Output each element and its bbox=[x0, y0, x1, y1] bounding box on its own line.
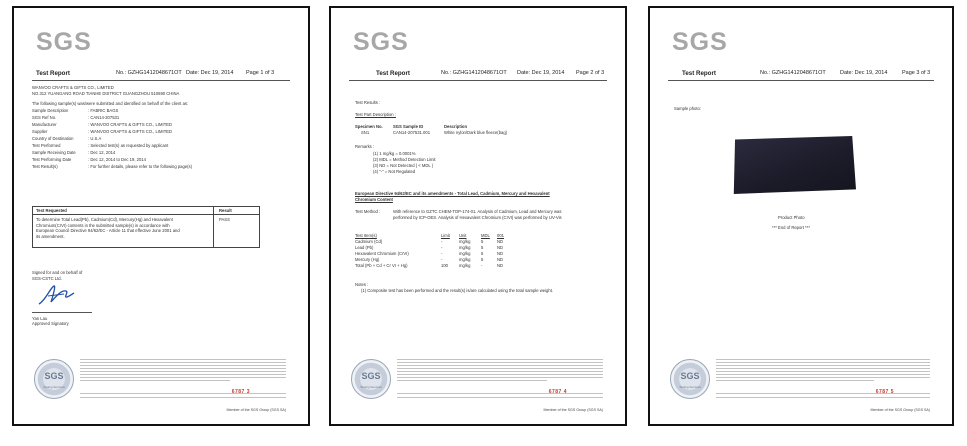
field-value: : Dec 12, 2014 bbox=[88, 150, 116, 155]
member-text: Member of the SGS Group (SGS SA) bbox=[870, 408, 930, 412]
fine-print bbox=[716, 365, 930, 366]
method-text: With reference to GZTC CHEM-TOP-174-01. Analysis of Cadmium, Lead and Mercury was bbox=[393, 209, 562, 214]
table-cell: mg/kg bbox=[459, 256, 471, 262]
report-date: Date: Dec 19, 2014 bbox=[186, 70, 234, 76]
table-cell: 5 bbox=[481, 244, 484, 250]
fine-print bbox=[397, 365, 603, 366]
table-cell: - bbox=[481, 262, 483, 268]
page-header bbox=[14, 70, 308, 80]
field-value: : WANVOO CRAFTS & GIFTS CO., LIMITED bbox=[88, 122, 173, 127]
photo-caption: Product Photo bbox=[778, 215, 805, 220]
column-header: MDL bbox=[481, 232, 490, 238]
report-number: No.: GZHG1412048671OT bbox=[760, 70, 826, 76]
fine-print bbox=[397, 393, 603, 394]
signed-text: Signed for and on behalf of bbox=[32, 270, 83, 275]
fine-print bbox=[80, 368, 286, 369]
spec-header: SGS Sample ID bbox=[393, 124, 424, 129]
client-address: NO.312 YUANGANG ROAD TIANHE DISTRICT GUANGZHOU 510690 CHINA bbox=[32, 91, 180, 96]
signed-org: SGS-CSTC Ltd. bbox=[32, 276, 62, 281]
signer-name: Yan Lau bbox=[32, 316, 48, 321]
report-title: Test Report bbox=[36, 70, 70, 77]
table-cell: Lead (Pb) bbox=[355, 244, 374, 250]
table-cell: 100 bbox=[441, 262, 448, 268]
field-value: : Selected test(s) as requested by applicant bbox=[88, 143, 169, 148]
report-page-1 bbox=[12, 6, 310, 426]
fine-print bbox=[397, 359, 603, 360]
fine-print bbox=[397, 362, 603, 363]
table-cell: - bbox=[441, 244, 443, 250]
sgs-seal-icon: SGS Testing Services bbox=[34, 359, 74, 399]
test-results-label: Test Results : bbox=[355, 100, 381, 105]
result-value: PASS bbox=[219, 217, 230, 222]
remarks-label: Remarks : bbox=[355, 144, 375, 149]
fine-print bbox=[397, 380, 547, 381]
table-cell: - bbox=[441, 256, 443, 262]
stamp-number: 6787 5 bbox=[875, 389, 894, 395]
remark-line: (3) ND = Not Detected ( < MDL ) bbox=[373, 163, 434, 168]
test-requested-line: Chromium(CrVI) contents in the submitted sample(s) in accordance with bbox=[36, 222, 170, 228]
report-page-3 bbox=[648, 6, 954, 426]
page-header bbox=[331, 70, 625, 80]
fine-print bbox=[80, 393, 286, 394]
method-label: Test Method : bbox=[355, 209, 381, 214]
field-value: : CAN14-207531 bbox=[88, 115, 120, 120]
spec-cell: SN1 bbox=[361, 130, 370, 135]
test-requested-line: European Council Directive 94/62/EC - Article 11 that effective June 2001 and bbox=[36, 228, 180, 233]
fine-print bbox=[80, 359, 286, 360]
table-cell: Total (Pb + Cd + Cr VI + Hg) bbox=[355, 262, 408, 268]
fine-print bbox=[716, 393, 930, 394]
section-title: European Directive 94/62/EC and its amendments - Total Lead, Cadmium, Mercury and Hexavalent bbox=[355, 191, 550, 196]
fine-print bbox=[397, 374, 603, 375]
fine-print bbox=[397, 397, 603, 398]
fine-print bbox=[397, 368, 603, 369]
test-requested-line: its amendment. bbox=[36, 233, 65, 239]
fine-print bbox=[716, 374, 930, 375]
field-value: : For further details, please refer to the following page(s) bbox=[88, 164, 193, 169]
method-text: performed by ICP-OES. Analysis of Hexavalent Chromium (CrVI) was performed by UV-Vis bbox=[393, 215, 562, 220]
fine-print bbox=[716, 371, 930, 372]
page-footer bbox=[32, 353, 290, 415]
column-header: 001 bbox=[497, 232, 504, 238]
report-title: Test Report bbox=[682, 70, 716, 77]
section-title: Chromium Content bbox=[355, 197, 393, 202]
table-cell: 5 bbox=[481, 256, 484, 262]
note-line: (1) Composite test has been performed and the result(s) is/are calculated using the total sample weight. bbox=[361, 288, 554, 293]
fine-print bbox=[80, 397, 286, 398]
test-requested-line: To determine Total Lead(Pb), Cadmium(Cd), Mercury(Hg) and Hexavalent bbox=[36, 217, 173, 222]
test-requested-table bbox=[32, 206, 260, 248]
sample-photo-label: Sample photo: bbox=[674, 106, 702, 111]
fine-print bbox=[80, 371, 286, 372]
sgs-seal-icon: SGS Testing Services bbox=[670, 359, 710, 399]
stamp-number: 6787 4 bbox=[548, 389, 567, 395]
page-number: Page 1 of 3 bbox=[246, 70, 275, 76]
stamp-number: 6787 3 bbox=[231, 389, 250, 395]
table-cell: Mercury (Hg) bbox=[355, 256, 380, 262]
fine-print bbox=[80, 380, 230, 381]
fine-print bbox=[716, 380, 874, 381]
table-cell: ND bbox=[497, 238, 504, 244]
sgs-seal-icon: SGS Testing Services bbox=[351, 359, 391, 399]
spec-header: Specimen No. bbox=[355, 124, 383, 129]
fine-print bbox=[716, 368, 930, 369]
table-cell: 5 bbox=[481, 238, 484, 244]
report-date: Date: Dec 19, 2014 bbox=[517, 70, 565, 76]
fine-print bbox=[716, 377, 930, 378]
sgs-logo: SGS bbox=[672, 28, 728, 56]
table-cell: ND bbox=[497, 262, 504, 268]
table-cell: ND bbox=[497, 250, 504, 256]
field-label: Test Performing Date bbox=[32, 157, 72, 162]
test-requested-header: Test Requested bbox=[36, 208, 67, 213]
fine-print bbox=[80, 377, 286, 378]
column-header: Limit bbox=[441, 232, 450, 238]
signature-line bbox=[32, 312, 92, 313]
spec-cell: White nylon/Dark blue fleece(bag) bbox=[444, 130, 508, 135]
remark-line: (2) MDL = Method Detection Limit bbox=[373, 157, 436, 162]
table-cell: mg/kg bbox=[459, 244, 471, 250]
field-label: Manufacturer bbox=[32, 122, 57, 127]
field-value: : Dec 12, 2014 to Dec 19, 2014 bbox=[88, 157, 146, 162]
fine-print bbox=[80, 374, 286, 375]
remark-line: (4) "-" = Not Regulated bbox=[373, 169, 416, 174]
header-divider bbox=[668, 80, 934, 81]
field-label: Test Performed bbox=[32, 143, 61, 148]
member-text: Member of the SGS Group (SGS SA) bbox=[543, 408, 603, 412]
header-divider bbox=[32, 80, 290, 81]
table-cell: ND bbox=[497, 244, 504, 250]
fine-print bbox=[716, 362, 930, 363]
sgs-logo: SGS bbox=[36, 28, 92, 56]
field-value: : WANVOO CRAFTS & GIFTS CO., LIMITED bbox=[88, 129, 173, 134]
page-footer bbox=[668, 353, 934, 415]
report-number: No.: GZHG1412048671OT bbox=[116, 70, 182, 76]
product-photo bbox=[730, 136, 856, 194]
page-number: Page 3 of 3 bbox=[902, 70, 931, 76]
field-label: Supplier bbox=[32, 129, 48, 134]
client-name: WANVOO CRAFTS & GIFTS CO., LIMITED bbox=[32, 85, 114, 90]
field-label: Country of Destination bbox=[32, 136, 74, 141]
field-label: Sample Description bbox=[32, 108, 69, 113]
page-header bbox=[650, 70, 952, 80]
page-number: Page 2 of 3 bbox=[576, 70, 605, 76]
test-part-label: Test Part Description : bbox=[355, 112, 396, 117]
page-footer bbox=[349, 353, 607, 415]
field-value: : U.S.A bbox=[88, 136, 102, 141]
signature-image bbox=[36, 282, 76, 308]
column-header: Test Item(s) bbox=[355, 232, 377, 238]
field-label: Sample Receiving Date bbox=[32, 150, 76, 155]
table-cell: mg/kg bbox=[459, 250, 471, 256]
field-label: Test Result(s) bbox=[32, 164, 58, 169]
report-number: No.: GZHG1412048671OT bbox=[441, 70, 507, 76]
table-cell: ND bbox=[497, 256, 504, 262]
table-cell: - bbox=[441, 238, 443, 244]
intro-text: The following sample(s) was/were submitted and identified on behalf of the client as: bbox=[32, 101, 189, 106]
table-cell: 5 bbox=[481, 250, 484, 256]
report-title: Test Report bbox=[376, 70, 410, 77]
fine-print bbox=[716, 397, 930, 398]
field-label: SGS Ref No. bbox=[32, 115, 57, 120]
end-of-report: *** End of Report *** bbox=[772, 225, 810, 230]
table-cell: mg/kg bbox=[459, 238, 471, 244]
signer-title: Approved Signatory bbox=[32, 321, 69, 326]
table-cell: Cadmium (Cd) bbox=[355, 238, 383, 244]
fine-print bbox=[80, 365, 286, 366]
sgs-logo: SGS bbox=[353, 28, 409, 56]
report-date: Date: Dec 19, 2014 bbox=[840, 70, 888, 76]
fine-print bbox=[397, 377, 603, 378]
header-divider bbox=[349, 80, 607, 81]
results-table bbox=[353, 232, 506, 268]
table-cell: mg/kg bbox=[459, 262, 471, 268]
fine-print bbox=[716, 359, 930, 360]
fine-print bbox=[80, 362, 286, 363]
spec-header: Description bbox=[444, 124, 468, 129]
table-row bbox=[353, 262, 506, 268]
result-header: Result bbox=[219, 208, 232, 213]
remark-line: (1) 1 mg/kg = 0.0001% bbox=[373, 151, 416, 156]
table-cell: - bbox=[441, 250, 443, 256]
field-value: : FABRIC BAGS bbox=[88, 108, 119, 113]
report-page-2 bbox=[329, 6, 627, 426]
table-cell: Hexavalent Chromium (CrVI) bbox=[355, 250, 409, 256]
fine-print bbox=[397, 371, 603, 372]
notes-label: Notes : bbox=[355, 282, 369, 287]
member-text: Member of the SGS Group (SGS SA) bbox=[226, 408, 286, 412]
column-header: Unit bbox=[459, 232, 467, 238]
spec-cell: CAN14-207531.001 bbox=[393, 130, 431, 135]
